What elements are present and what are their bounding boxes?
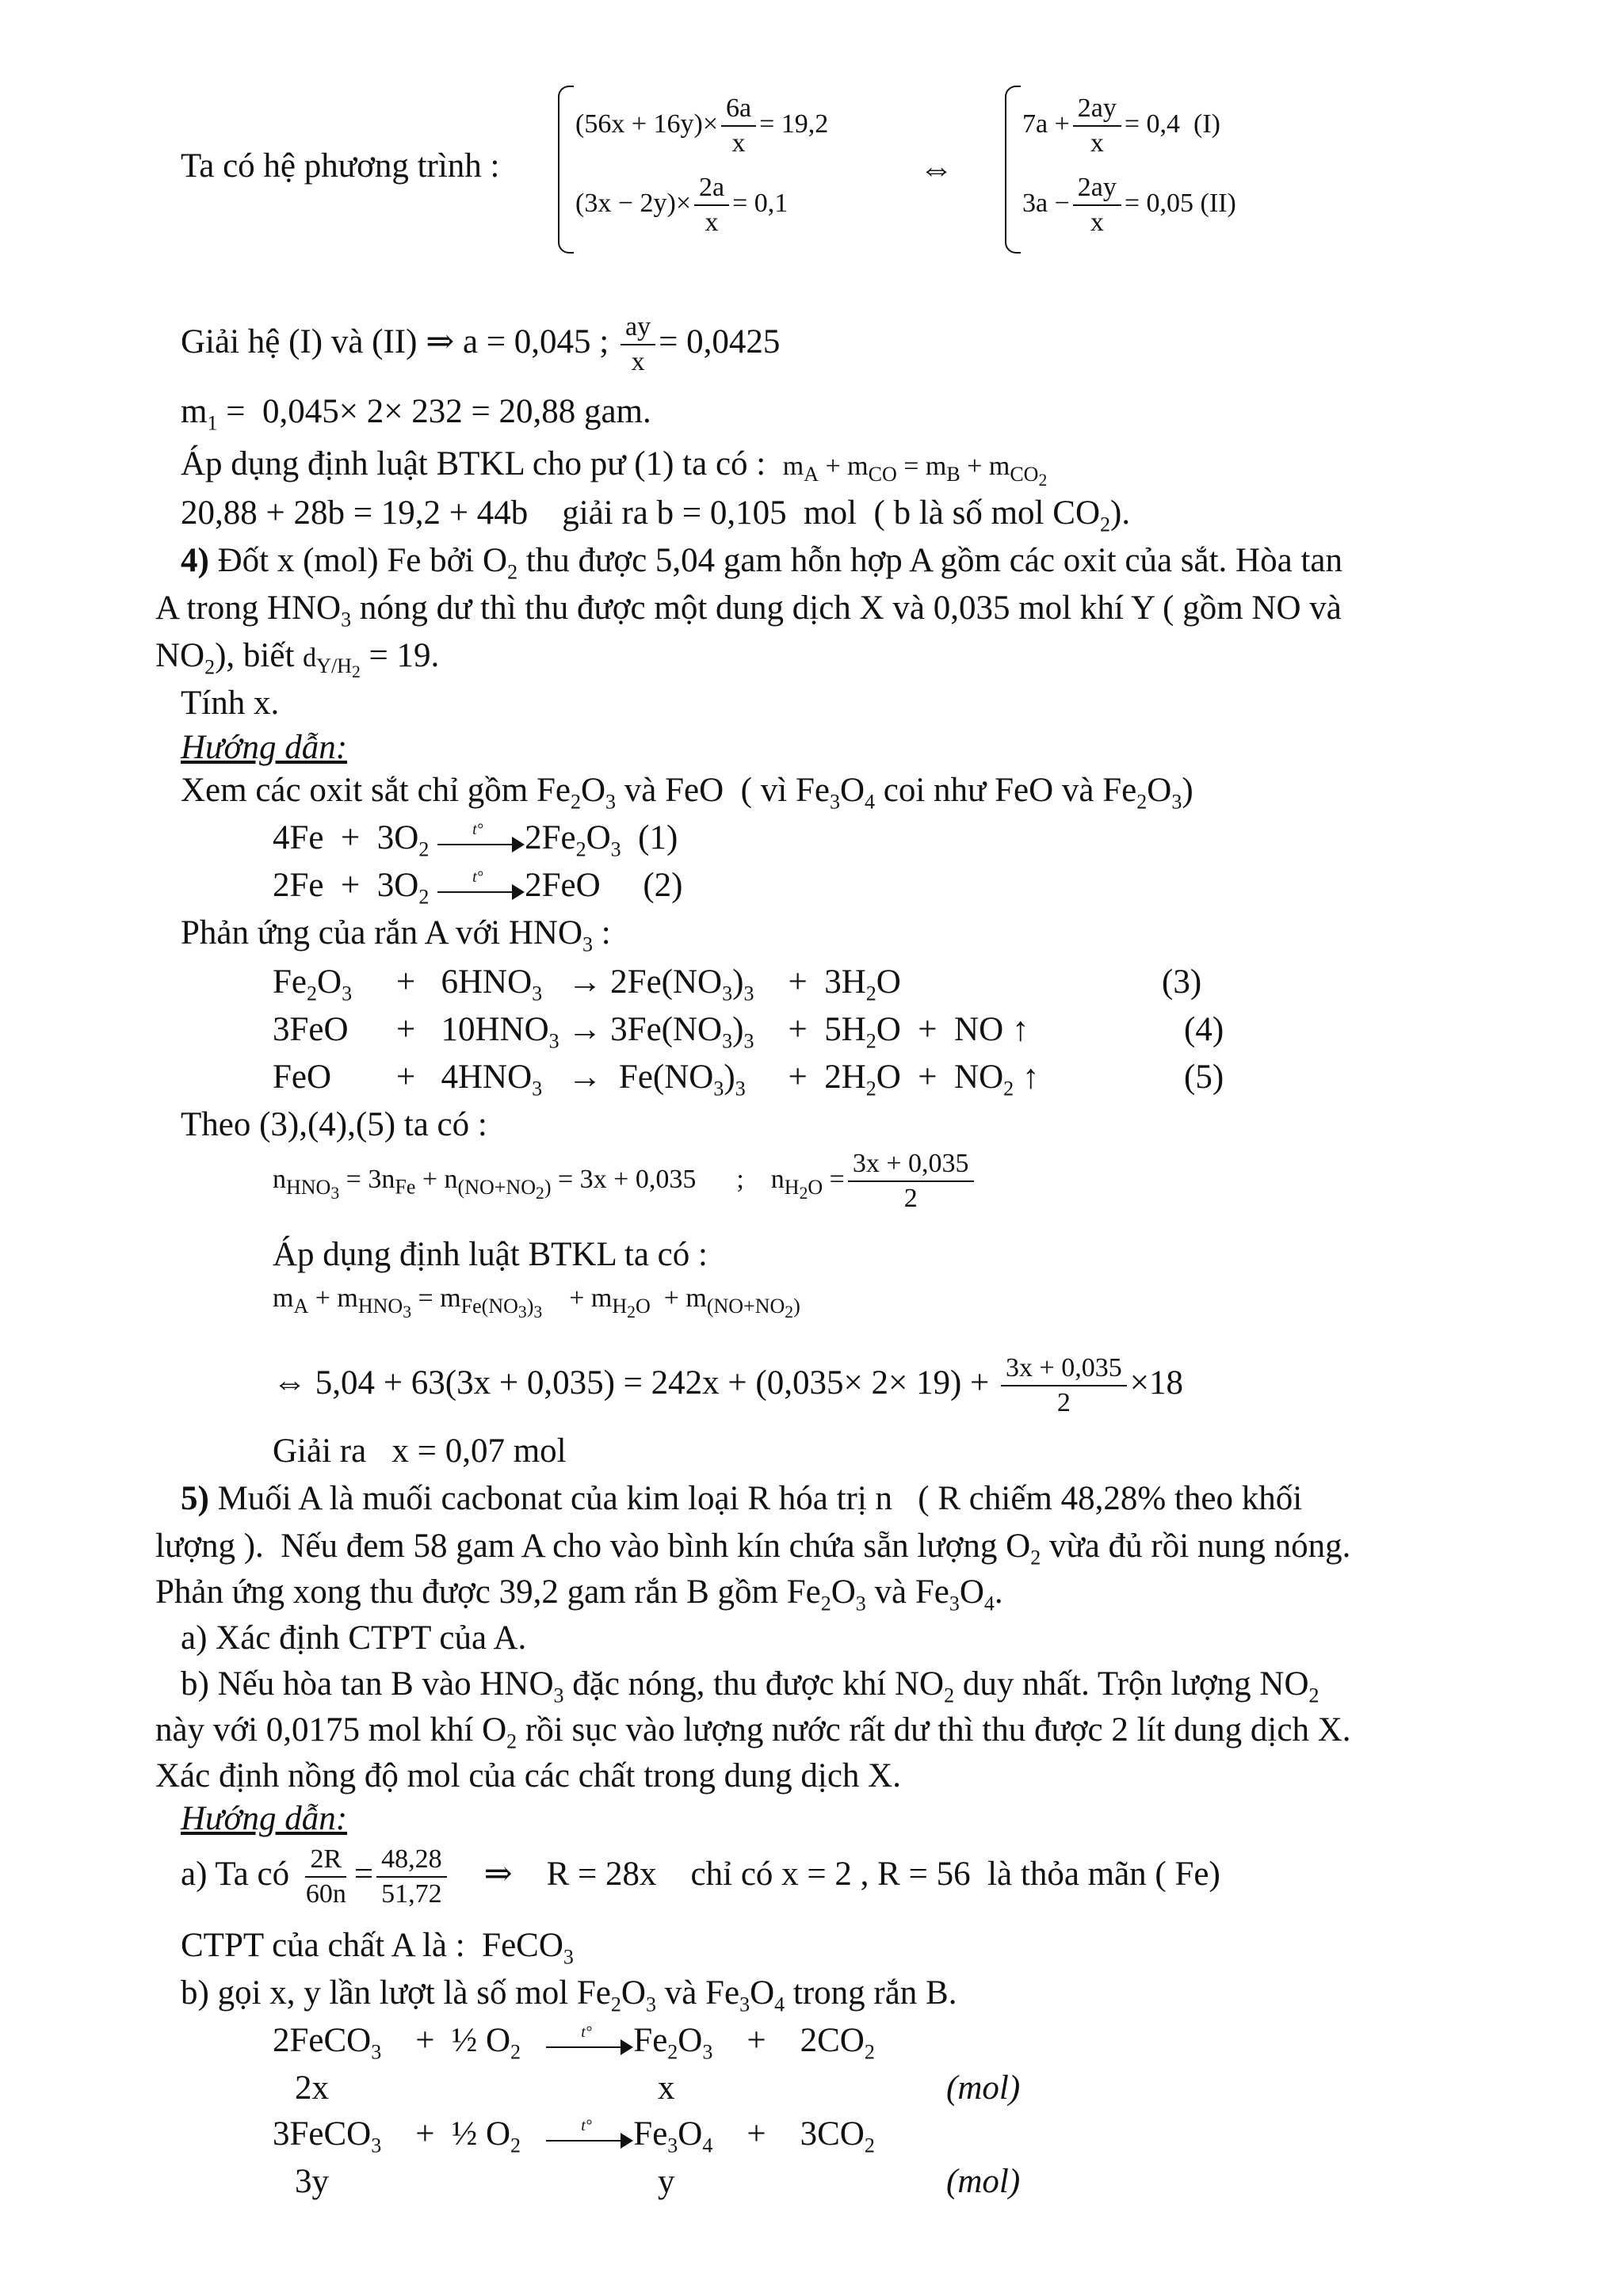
reaction-3-rhs: + $6HNO_3 \to 2Fe(NO_3)_3$ + $3H_2O$ [396, 963, 901, 1005]
mole-equation: $n_{HNO_3} = 3n_{Fe} + n_{(NO+NO_2)} = 3x + 0,035$ ; $n_{H_2O}$ = $\frac{3x + 0,035}{2}$ [273, 1150, 977, 1212]
eqb-line: 20,88 + 28b = 19,2 + 44b giải ra b = 0,105 mol ( b là số mol $CO_2$). [181, 494, 1131, 536]
system-intro: Ta có hệ phương trình : [181, 147, 500, 185]
reaction-5: FeO [273, 1058, 332, 1096]
moles-7-unit: (mol) [946, 2163, 1021, 2200]
left-brace [558, 86, 574, 254]
p5-qb-2: này với 0,0175 mol khí $O_2$ rồi sục vào lượng nước rất dư thì thu được 2 lít dung dịch X. [155, 1711, 1351, 1753]
p5-line-3: Phản ứng xong thu được 39,2 gam rắn B gồm $Fe_2O_3$ và $Fe_3O_4$. [155, 1573, 1003, 1615]
p4-guide-heading: Hướng dẫn: [181, 729, 348, 766]
equation-2: (3x − 2y)× $\frac{2a}{x}$ = 0,1 [575, 173, 789, 237]
equation-4: 3a − $\frac{2ay}{x}$ = 0,05 (II) [1022, 173, 1236, 237]
p5-sol-a: a) Ta có $\frac{2R}{60n}$ = $\frac{48,28}{51,72}$ ⇒ R = 28x chỉ có x = 2 , R = 56 là thỏa mãn ( Fe) [181, 1844, 1220, 1909]
p4-line-3: $NO_2$), biết $d_{Y/H_2} = 19$. [155, 637, 440, 681]
p5-qa: a) Xác định CTPT của A. [181, 1619, 527, 1657]
moles-6a: 2x [295, 2069, 329, 2107]
reaction-3-num: (3) [1162, 963, 1202, 1001]
reaction-5-rhs: + $4HNO_3 \to Fe(NO_3)_3$ + $2H_2O + NO_2$ ↑ [396, 1058, 1040, 1100]
reaction-2: $2Fe + 3O_2$ t° 2FeO (2) [273, 867, 683, 909]
p5-line-1: 5) Muối A là muối cacbonat của kim loại R hóa trị n ( R chiếm 48,28% theo khối [181, 1480, 1303, 1517]
right-brace [1005, 86, 1021, 254]
reaction-4: 3FeO [273, 1011, 349, 1048]
calc-line: ⇔ 5,04 + 63(3x + 0,035) = 242x + (0,035× 2× 19) + $\frac{3x + 0,035}{2}$ ×18 [273, 1353, 1183, 1417]
p4-question: Tính x. [181, 685, 280, 722]
btkl-line: Áp dụng định luật BTKL cho pư (1) ta có : $m_A + m_{CO} = m_B + m_{CO_2}$ [181, 445, 1048, 490]
reaction-3: $Fe_2O_3$ [273, 963, 353, 1005]
m1-line: $m_1 = 0,045\times 2\times 232 = 20,88$ gam. [181, 393, 651, 435]
moles-7a: 3y [295, 2163, 329, 2200]
reaction-header: Phản ứng của rắn A với $HNO_3$ : [181, 914, 611, 956]
p5-qb-3: Xác định nồng độ mol của các chất trong dung dịch X. [155, 1757, 901, 1794]
reaction-7: 3FeCO$_3$ + ½ $O_2$ t° $Fe_3O_4$ + $3CO_2$ [273, 2115, 875, 2157]
p5-sol-b: b) gọi x, y lần lượt là số mol $Fe_2O_3$ và $Fe_3O_4$ trong rắn B. [181, 1974, 957, 2016]
reaction-6: 2FeCO$_3$ + ½ $O_2$ t° $Fe_2O_3$ + $2CO_2$ [273, 2022, 875, 2064]
p4-line-1: 4) Đốt x (mol) Fe bởi $O_2$ thu được 5,04 gam hỗn hợp A gồm các oxit của sắt. Hòa tan [181, 542, 1342, 584]
solve-line: Giải hệ (I) và (II) ⇒ a = 0,045 ; $\frac{ay}{x}$ = 0,0425 [181, 312, 781, 376]
btkl-4: Áp dụng định luật BTKL ta có : [273, 1236, 708, 1273]
mass-balance: $m_A + m_{HNO_3} = m_{Fe(NO_3)_3}$ + $m_{H_2O} + m_{(NO+NO_2)}$ [273, 1283, 800, 1322]
moles-6b: x [658, 2069, 675, 2107]
theo-line: Theo (3),(4),(5) ta có : [181, 1106, 487, 1143]
moles-7b: y [658, 2163, 675, 2200]
p5-line-2: lượng ). Nếu đem 58 gam A cho vào bình kín chứa sẵn lượng $O_2$ vừa đủ rồi nung nóng. [155, 1527, 1351, 1569]
reaction-5-num: (5) [1184, 1058, 1224, 1096]
equation-1: (56x + 16y)× $\frac{6a}{x}$ = 19,2 [575, 93, 829, 158]
p4-note: Xem các oxit sắt chỉ gồm $Fe_2O_3$ và FeO ( vì $Fe_3O_4$ coi như FeO và $Fe_2O_3$) [181, 772, 1193, 814]
reaction-1: $4Fe + 3O_2$ t° $2Fe_2O_3$ (1) [273, 819, 678, 861]
equation-3: 7a + $\frac{2ay}{x}$ = 0,4 (I) [1022, 93, 1221, 158]
p5-guide-heading: Hướng dẫn: [181, 1800, 348, 1837]
reaction-4-rhs: + $10HNO_3 \to 3Fe(NO_3)_3$ + $5H_2O$ + NO ↑ [396, 1011, 1029, 1053]
p5-qb-1: b) Nếu hòa tan B vào $HNO_3$ đặc nóng, thu được khí $NO_2$ duy nhất. Trộn lượng $NO_2$ [181, 1665, 1319, 1707]
p5-ctpt: CTPT của chất A là : FeCO$_3$ [181, 1927, 574, 1969]
reaction-4-num: (4) [1184, 1011, 1224, 1048]
p4-line-2: A trong $HNO_3$ nóng dư thì thu được một dung dịch X và 0,035 mol khí Y ( gồm NO và [155, 589, 1342, 631]
answer-x: Giải ra x = 0,07 mol [273, 1432, 567, 1470]
equivalence-sign: ⇔ [919, 151, 953, 188]
moles-6-unit: (mol) [946, 2069, 1021, 2107]
